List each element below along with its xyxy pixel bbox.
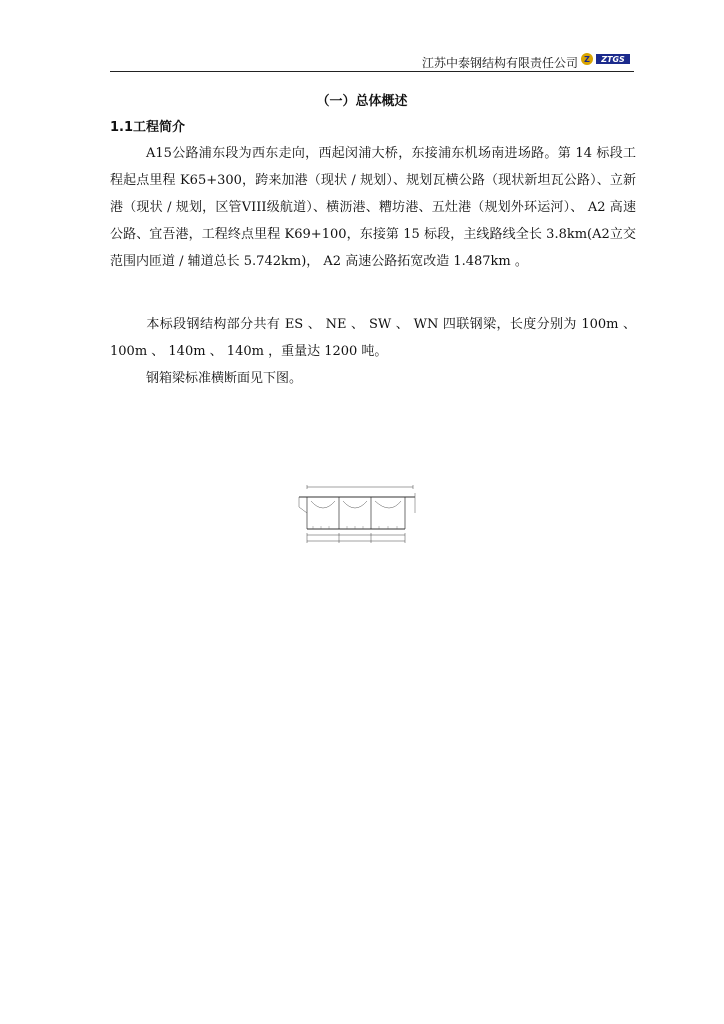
- svg-text:Z: Z: [584, 55, 590, 64]
- logo-text: ZTGS: [601, 55, 625, 64]
- box-girder-cross-section-drawing: [293, 483, 423, 547]
- section-title: （一）总体概述: [316, 94, 408, 109]
- paragraph-steel-structure: [110, 311, 636, 365]
- company-logo-icon: [580, 52, 632, 66]
- header-rule: [110, 71, 634, 72]
- paragraph-text: A15公路浦东段为西东走向，西起闵浦大桥，东接浦东机场南进场路。第 14 标段工程起点里程 K65+300，跨来加港（现状 / 规划）、规划瓦横公路（现状新坦瓦公路）、立新港（现状 / 规划，区管VIII级航道）、横沥港、糟坊港、五灶港（规划外环运河）、 A2 高速公路、宜吾港，工程终点里程 K69+100，东接第 15 标段，主线路线全长 3.8km(A2立交范围内匝道 / 辅道总长 5.742km)， A2 高速公路拓宽改造 1.487km 。: [110, 146, 636, 269]
- company-name: 江苏中泰钢结构有限责任公司: [421, 56, 578, 70]
- paragraph-project-intro: [110, 140, 636, 275]
- paragraph-text: 本标段钢结构部分共有 ES 、 NE 、 SW 、 WN 四联钢梁，长度分别为 100m 、 100m 、 140m 、 140m ，重量达 1200 吨。: [110, 317, 636, 359]
- paragraph-text: 钢箱梁标准横断面见下图。: [146, 371, 303, 386]
- page-header: [110, 50, 634, 72]
- paragraph-figure-reference: [110, 365, 636, 392]
- subheading: 1.1工程简介: [110, 120, 186, 135]
